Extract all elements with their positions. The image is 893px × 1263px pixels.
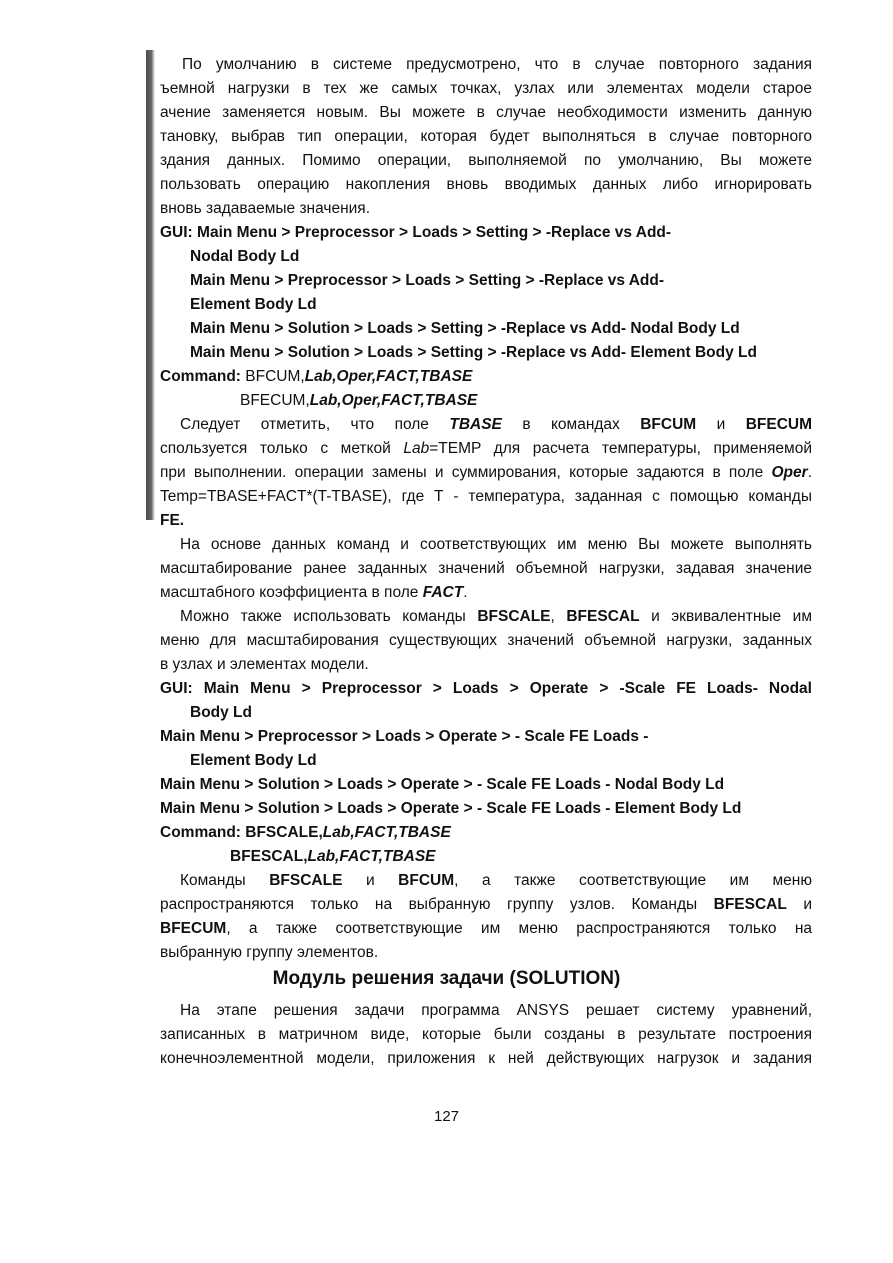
command-name: BFECUM — [160, 920, 227, 937]
command-name: BFESCAL — [566, 608, 640, 625]
text-line: пользовать операцию накопления вновь вводимых данных либо игнорировать — [160, 176, 812, 193]
text-line: Temp=TBASE+FACT*(T-TBASE), где Т - температура, заданная с помощью команды — [160, 488, 812, 505]
command-line — [240, 390, 892, 414]
text-line — [160, 438, 812, 462]
text-line — [160, 894, 812, 918]
text-run: , а также соответствующие им меню распространяются только на — [226, 920, 812, 937]
command-name: BFESCAL — [713, 896, 787, 913]
text-run: в командах — [501, 416, 641, 433]
command-name: BFESCAL, — [230, 848, 308, 865]
text-line: ачение заменяется новым. Вы можете в случае необходимости изменить данную — [160, 104, 812, 121]
menu-path: Element Body Ld — [190, 752, 317, 769]
text-line: На основе данных команд и соответствующих им меню Вы можете выполнять — [180, 536, 812, 553]
text-line: По умолчанию в системе предусмотрено, что в случае повторного задания — [182, 56, 812, 73]
text-run: . — [463, 584, 468, 601]
text-line — [160, 606, 812, 630]
text-run: Следует отметить, что поле — [180, 416, 450, 433]
field-name: TBASE — [449, 416, 502, 433]
gui-label: GUI: — [160, 680, 193, 697]
menu-path: Nodal Body Ld — [190, 248, 300, 265]
command-name: BFCUM, — [245, 368, 305, 385]
text-run: и — [696, 416, 746, 433]
text-line: записанных в матричном виде, которые были созданы в результате построения — [160, 1026, 812, 1043]
text-line: На этапе решения задачи программа ANSYS решает систему уравнений, — [180, 1002, 812, 1019]
text-line — [160, 414, 812, 438]
text-run: при выполнении. операции замены и суммирования, которые задаются в поле — [160, 464, 772, 481]
command-line — [230, 846, 882, 870]
text-run: и эквивалентные им — [639, 608, 812, 625]
field-name: FACT — [422, 584, 464, 601]
menu-path: Main Menu > Preprocessor > Loads > Setting > -Replace vs Add- — [197, 224, 672, 241]
scan-edge-shadow — [146, 50, 155, 520]
command-label: Command: — [160, 368, 241, 385]
text-line: выбранную группу элементов. — [160, 944, 379, 961]
text-line: в узлах и элементах модели. — [160, 656, 369, 673]
text-run: распространяются только на выбранную группу узлов. Команды — [160, 896, 714, 913]
text-line: здания данных. Помимо операции, выполняемой по умолчанию, Вы можете — [160, 152, 812, 169]
text-line: тановку, выбрав тип операции, которая будет выполняться в случае повторного — [160, 128, 812, 145]
section-heading: Модуль решения задачи (SOLUTION) — [272, 968, 621, 989]
text-run: Можно также использовать команды — [180, 608, 478, 625]
field-name: Oper — [771, 464, 808, 481]
text-line: меню для масштабирования существующих значений объемной нагрузки, заданных — [160, 632, 812, 649]
text-run: . — [807, 464, 812, 481]
text-line: масштабирование ранее заданных значений объемной нагрузки, задавая значение — [160, 560, 812, 577]
menu-path: Main Menu > Preprocessor > Loads > Operate > - Scale FE Loads - — [160, 728, 649, 745]
menu-path: Main Menu > Solution > Loads > Setting > -Replace vs Add- Element Body Ld — [190, 344, 757, 361]
gui-label: GUI: — [160, 224, 193, 241]
gui-line — [160, 678, 812, 702]
command-name: BFSCALE — [269, 872, 343, 889]
command-name: BFCUM — [398, 872, 455, 889]
menu-path: Main Menu > Solution > Loads > Setting > -Replace vs Add- Nodal Body Ld — [190, 320, 740, 337]
text-run: и — [342, 872, 399, 889]
command-label: Command: — [160, 824, 241, 841]
command-name: BFSCALE — [477, 608, 551, 625]
text-run: и — [786, 896, 812, 913]
command-args: Lab,Oper,FACT,TBASE — [309, 392, 478, 409]
page-number: 127 — [433, 1108, 460, 1125]
command-name: BFSCALE, — [245, 824, 323, 841]
command-name: BFECUM — [745, 416, 813, 433]
command-args: Lab,FACT,TBASE — [307, 848, 436, 865]
text-line — [160, 870, 812, 894]
text-line: FE. — [160, 512, 185, 529]
gui-line — [160, 222, 812, 246]
menu-path: Main Menu > Solution > Loads > Operate > - Scale FE Loads - Element Body Ld — [160, 800, 742, 817]
menu-path: Main Menu > Preprocessor > Loads > Setting > -Replace vs Add- — [190, 272, 665, 289]
command-line — [160, 822, 812, 846]
menu-path: Body Ld — [190, 704, 252, 721]
menu-path: Element Body Ld — [190, 296, 317, 313]
text-line: ъемной нагрузки в тех же самых точках, узлах или элементах модели старое — [160, 80, 812, 97]
text-run: масштабного коэффициента в поле — [160, 584, 423, 601]
text-line — [160, 582, 812, 606]
command-name: BFECUM, — [240, 392, 310, 409]
text-line — [160, 918, 812, 942]
command-line — [160, 366, 812, 390]
field-name: Lab — [403, 440, 430, 457]
command-name: BFCUM — [640, 416, 697, 433]
text-run: Команды — [180, 872, 270, 889]
text-run: спользуется только с меткой — [160, 440, 404, 457]
text-run: =TEMP для расчета температуры, применяемой — [429, 440, 812, 457]
text-line: вновь задаваемые значения. — [160, 200, 371, 217]
command-args: Lab,FACT,TBASE — [322, 824, 451, 841]
text-line: конечноэлементной модели, приложения к ней действующих нагрузок и задания — [160, 1050, 812, 1067]
command-args: Lab,Oper,FACT,TBASE — [304, 368, 473, 385]
menu-path: Main Menu > Preprocessor > Loads > Operate > -Scale FE Loads- Nodal — [203, 680, 812, 697]
text-line — [160, 462, 812, 486]
text-run: , — [550, 608, 567, 625]
text-run: , а также соответствующие им меню — [454, 872, 812, 889]
menu-path: Main Menu > Solution > Loads > Operate > - Scale FE Loads - Nodal Body Ld — [160, 776, 725, 793]
